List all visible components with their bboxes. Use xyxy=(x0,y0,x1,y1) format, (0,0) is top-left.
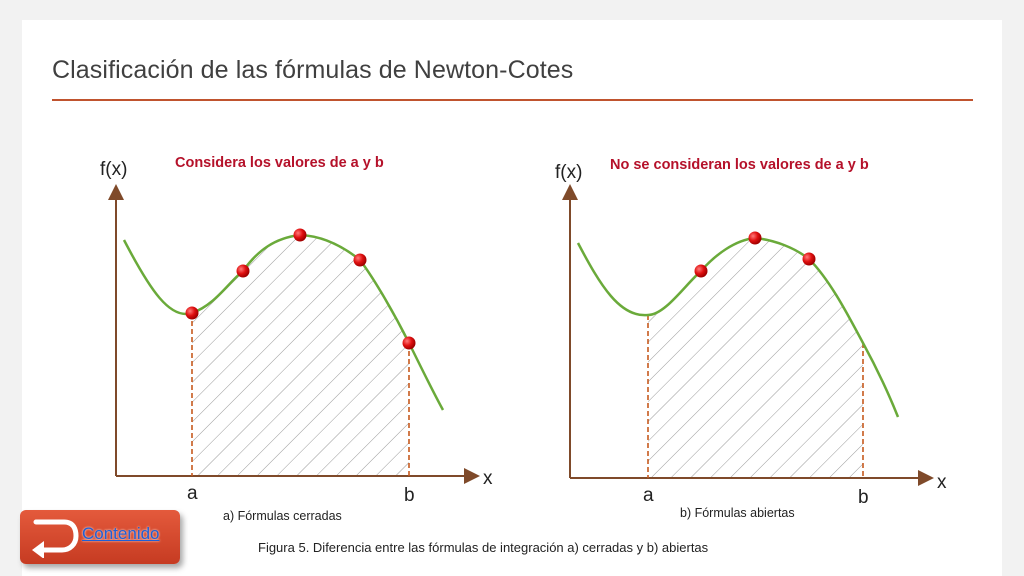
left-node-point xyxy=(186,307,199,320)
right-a-label: a xyxy=(643,485,654,506)
open-formulas-panel xyxy=(555,157,947,520)
return-arrow-icon xyxy=(28,516,80,558)
right-node-point xyxy=(695,265,708,278)
left-panel-caption: a) Fórmulas cerradas xyxy=(223,509,342,523)
right-panel-heading: No se consideran los valores de a y b xyxy=(610,157,869,173)
right-b-label: b xyxy=(858,487,869,508)
right-panel-caption: b) Fórmulas abiertas xyxy=(680,506,795,520)
right-y-axis-label: f(x) xyxy=(555,162,583,183)
closed-formulas-panel xyxy=(100,155,493,523)
left-panel-heading: Considera los valores de a y b xyxy=(175,155,384,171)
left-node-point xyxy=(237,265,250,278)
left-node-point xyxy=(403,337,416,350)
right-node-point xyxy=(749,232,762,245)
left-node-point xyxy=(354,254,367,267)
contenido-nav-button[interactable] xyxy=(20,510,180,564)
right-x-axis-label: x xyxy=(937,472,947,493)
left-b-label: b xyxy=(404,485,415,506)
left-y-axis-label: f(x) xyxy=(100,159,128,180)
page-title: Clasificación de las fórmulas de Newton-Cotes xyxy=(52,56,574,84)
right-node-point xyxy=(803,253,816,266)
left-a-label: a xyxy=(187,483,198,504)
contenido-link[interactable]: Contenido xyxy=(82,524,160,543)
figure-caption: Figura 5. Diferencia entre las fórmulas de integración a) cerradas y b) abiertas xyxy=(258,540,709,555)
left-x-axis-label: x xyxy=(483,468,493,489)
left-node-point xyxy=(294,229,307,242)
